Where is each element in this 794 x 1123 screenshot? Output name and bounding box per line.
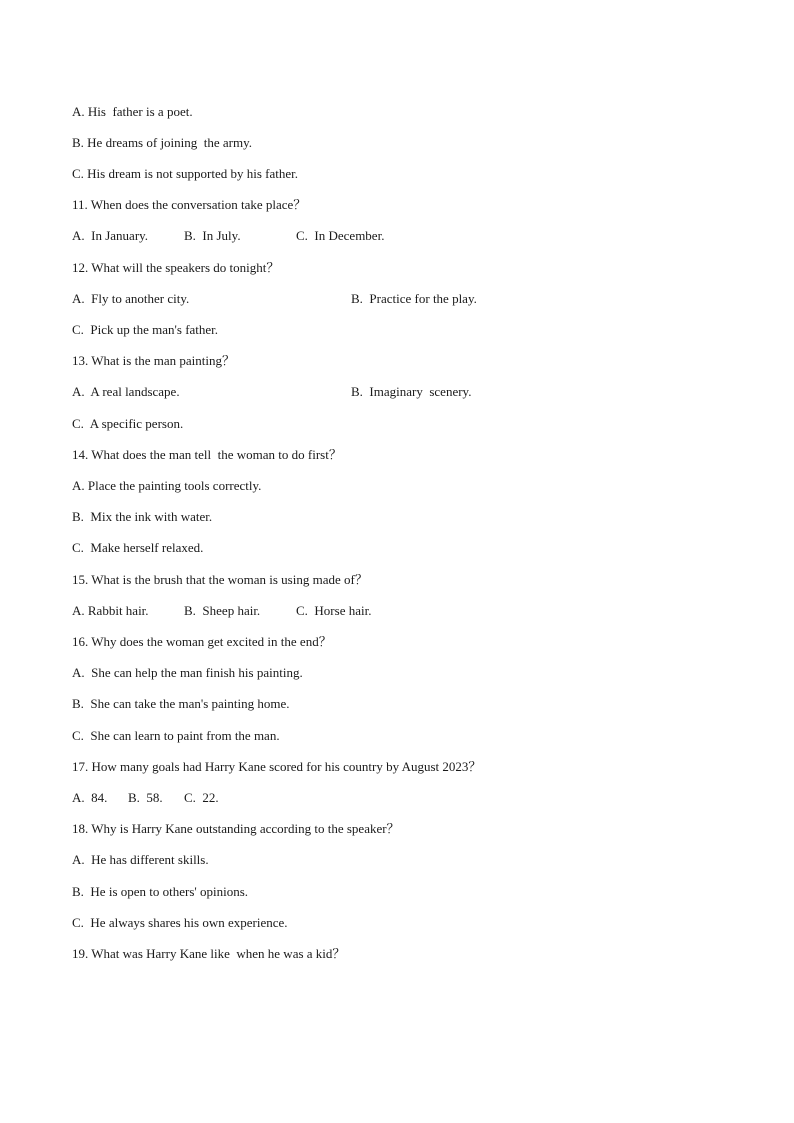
q14-option-c: C. Make herself relaxed. xyxy=(72,540,204,555)
q11-question: 11. When does the conversation take place？ xyxy=(72,197,307,212)
q12-question: 12. What will the speakers do tonight？ xyxy=(72,260,280,275)
q14-question: 14. What does the man tell the woman to do first？ xyxy=(72,447,342,462)
q13-options xyxy=(72,383,512,401)
q13-question: 13. What is the man painting？ xyxy=(72,353,235,368)
q12-option-b: B. Practice for the play. xyxy=(351,291,477,306)
q15-options xyxy=(72,602,412,620)
q15-question: 15. What is the brush that the woman is using made of？ xyxy=(72,572,368,587)
q17-option-a: A. 84. xyxy=(72,790,108,805)
q18-question: 18. Why is Harry Kane outstanding according to the speaker？ xyxy=(72,821,400,836)
q18-option-a: A. He has different skills. xyxy=(72,852,209,867)
q13-option-c: C. A specific person. xyxy=(72,416,184,431)
q16-option-c: C. She can learn to paint from the man. xyxy=(72,728,280,743)
q14-option-b: B. Mix the ink with water. xyxy=(72,509,213,524)
q15-option-b: B. Sheep hair. xyxy=(184,603,261,618)
q12-option-c: C. Pick up the man's father. xyxy=(72,322,219,337)
q18-option-c: C. He always shares his own experience. xyxy=(72,915,288,930)
q13-option-a: A. A real landscape. xyxy=(72,384,180,399)
q17-question: 17. How many goals had Harry Kane scored for his country by August 2023？ xyxy=(72,759,482,774)
q19-question: 19. What was Harry Kane like when he was a kid？ xyxy=(72,946,346,961)
q10-option-c: C. His dream is not supported by his father. xyxy=(72,166,299,181)
q12-option-a: A. Fly to another city. xyxy=(72,291,190,306)
q12-options xyxy=(72,290,512,308)
q17-option-b: B. 58. xyxy=(128,790,163,805)
q16-option-b: B. She can take the man's painting home. xyxy=(72,696,290,711)
q16-option-a: A. She can help the man finish his painting. xyxy=(72,665,303,680)
q11-option-a: A. In January. xyxy=(72,228,149,243)
q16-question: 16. Why does the woman get excited in the end？ xyxy=(72,634,332,649)
q13-option-b: B. Imaginary scenery. xyxy=(351,384,472,399)
q11-option-c: C. In December. xyxy=(296,228,385,243)
q15-option-c: C. Horse hair. xyxy=(296,603,372,618)
q14-option-a: A. Place the painting tools correctly. xyxy=(72,478,262,493)
q10-option-b: B. He dreams of joining the army. xyxy=(72,135,253,150)
q11-option-b: B. In July. xyxy=(184,228,241,243)
q10-option-a: A. His father is a poet. xyxy=(72,104,193,119)
q11-options xyxy=(72,227,412,245)
q18-option-b: B. He is open to others' opinions. xyxy=(72,884,249,899)
q17-option-c: C. 22. xyxy=(184,790,219,805)
q15-option-a: A. Rabbit hair. xyxy=(72,603,149,618)
q17-options xyxy=(72,789,272,807)
